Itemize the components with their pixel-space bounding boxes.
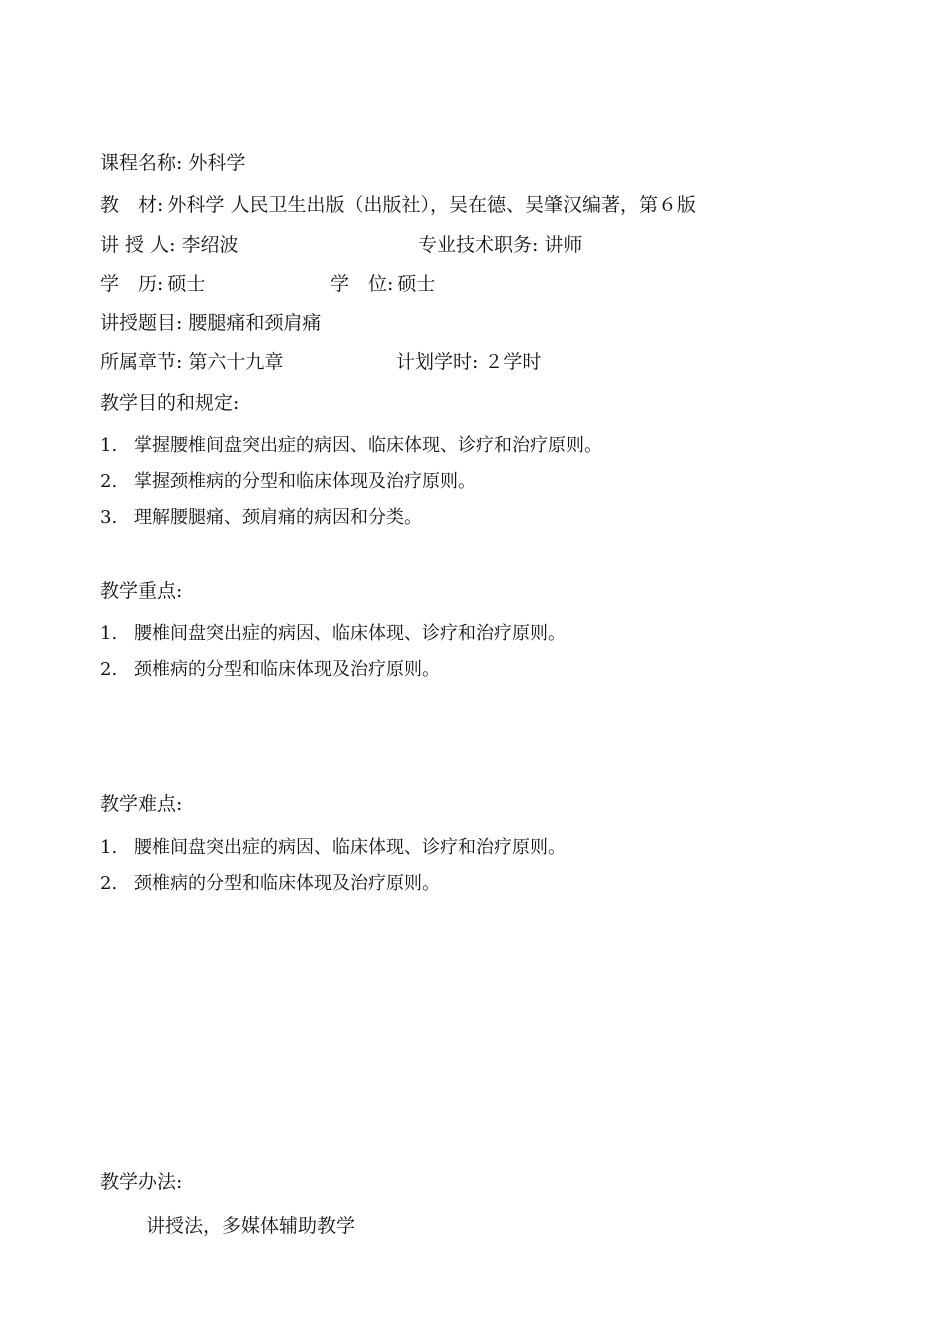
list-item-text: 理解腰腿痛、颈肩痛的病因和分类。 xyxy=(134,507,422,528)
list-item xyxy=(100,434,602,458)
education-row xyxy=(100,272,205,296)
topic-row xyxy=(100,311,321,335)
textbook-value: 外科学 人民卫生出版（出版社），吴在德、吴肇汉编著，第６版 xyxy=(167,194,696,216)
professional-title-row xyxy=(418,233,582,257)
list-item xyxy=(100,836,566,860)
degree-value: 硕士 xyxy=(397,273,436,295)
course-name-label: 课程名称: xyxy=(100,152,183,174)
chapter-row xyxy=(100,350,283,374)
degree-label: 学 位: xyxy=(330,273,394,295)
list-item xyxy=(100,506,422,530)
keypoints-heading: 教学重点: xyxy=(100,580,183,602)
objectives-heading: 教学目的和规定: xyxy=(100,392,240,414)
textbook-row xyxy=(100,193,696,217)
list-item xyxy=(100,622,566,646)
list-item-text: 掌握腰椎间盘突出症的病因、临床体现、诊疗和治疗原则。 xyxy=(134,435,602,456)
professional-title-value: 讲师 xyxy=(544,234,583,256)
list-item-text: 掌握颈椎病的分型和临床体现及治疗原则。 xyxy=(134,471,476,492)
professional-title-label: 专业技术职务: xyxy=(418,234,539,256)
list-item-number: 1. xyxy=(100,837,118,858)
education-label: 学 历: xyxy=(100,273,164,295)
list-item xyxy=(100,470,476,494)
education-value: 硕士 xyxy=(167,273,206,295)
list-item-number: 2. xyxy=(100,471,118,492)
course-name-row xyxy=(100,151,245,175)
lecturer-value: 李绍波 xyxy=(181,234,239,256)
degree-row xyxy=(330,272,435,296)
list-item xyxy=(100,658,440,682)
textbook-label: 教 材: xyxy=(100,194,164,216)
difficulties-heading: 教学难点: xyxy=(100,793,183,815)
method-heading: 教学办法: xyxy=(100,1171,183,1193)
planned-hours-value: ２学时 xyxy=(484,351,542,373)
list-item-number: 2. xyxy=(100,873,118,894)
method-value: 讲授法，多媒体辅助教学 xyxy=(146,1215,356,1237)
list-item-number: 3. xyxy=(100,507,118,528)
list-item-text: 腰椎间盘突出症的病因、临床体现、诊疗和治疗原则。 xyxy=(134,837,566,858)
lecturer-label: 讲 授 人: xyxy=(100,234,176,256)
list-item-number: 1. xyxy=(100,623,118,644)
list-item-text: 颈椎病的分型和临床体现及治疗原则。 xyxy=(134,873,440,894)
topic-label: 讲授题目: xyxy=(100,312,183,334)
course-name-value: 外科学 xyxy=(188,152,246,174)
list-item-number: 1. xyxy=(100,435,118,456)
chapter-value: 第六十九章 xyxy=(188,351,284,373)
topic-value: 腰腿痛和颈肩痛 xyxy=(188,312,322,334)
list-item-text: 颈椎病的分型和临床体现及治疗原则。 xyxy=(134,659,440,680)
planned-hours-row xyxy=(396,350,541,374)
planned-hours-label: 计划学时: xyxy=(396,351,479,373)
lecturer-row xyxy=(100,233,239,257)
chapter-label: 所属章节: xyxy=(100,351,183,373)
list-item-number: 2. xyxy=(100,659,118,680)
list-item xyxy=(100,872,440,896)
list-item-text: 腰椎间盘突出症的病因、临床体现、诊疗和治疗原则。 xyxy=(134,623,566,644)
